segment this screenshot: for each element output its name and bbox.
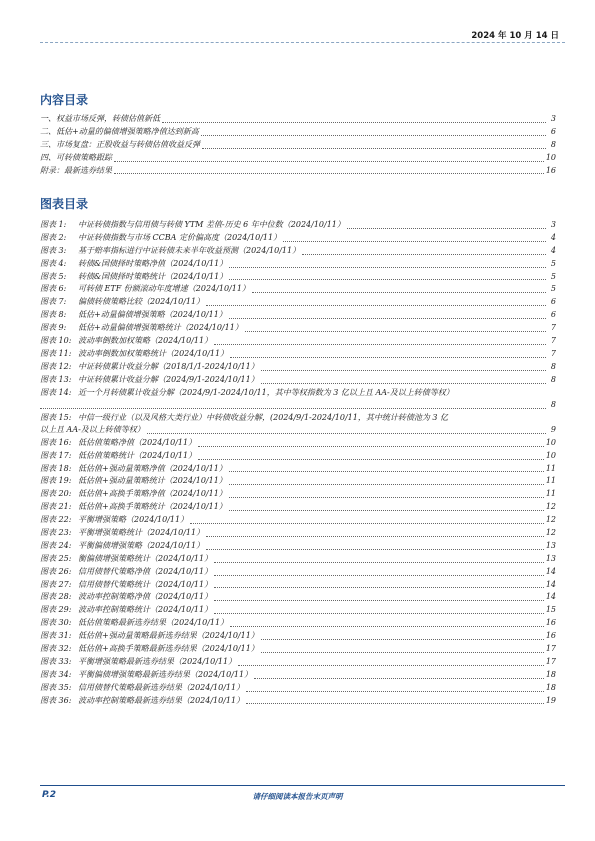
figure-item[interactable]: 图表 35: 信用债替代策略最新选券结果（2024/10/11） 18 [40,682,556,692]
figure-item[interactable]: 图表 18: 低估值+强动量策略净值（2024/10/11） 11 [40,463,556,473]
figure-item[interactable]: 图表 32: 低估值+高换手策略最新选券结果（2024/10/11） 17 [40,644,556,653]
contents-item[interactable]: 附录：最新选券结果 16 [40,165,556,175]
figure-item[interactable]: 图表 13: 中证转债累计收益分解（2024/9/1-2024/10/11） 8 [40,374,556,384]
figure-item[interactable]: 图表 31: 低估值+强动量策略最新选券结果（2024/10/11） 16 [40,631,556,641]
figure-item[interactable]: 图表 6: 可转债 ETF 份额滚动年度增速（2024/10/11） 5 [40,284,556,294]
figure-item[interactable]: 图表 17: 低估值策略统计（2024/10/11） 10 [40,450,556,460]
contents-item[interactable]: 三、市场复盘：正股收益与转债估值收益反弹 8 [40,139,556,149]
figure-item[interactable]: 图表 22: 平衡增强策略（2024/10/11） 12 [40,515,556,525]
figure-item[interactable]: 图表 25: 衡偏债增强策略统计（2024/10/11） 13 [40,553,556,563]
figure-item[interactable]: 图表 33: 平衡增强策略最新选券结果（2024/10/11） 17 [40,656,556,666]
contents-list [40,113,556,177]
figure-item[interactable]: 图表 36: 波动率控制策略最新选券结果（2024/10/11） 19 [40,695,556,705]
figure-item[interactable]: 图表 2: 中证转债指数与市场 CCBA 定价偏高度（2024/10/11） 4 [40,232,556,242]
report-date: 2024 年 10 月 14 日 [471,31,559,41]
figure-item[interactable]: 图表 4: 转债&国债择时策略净值（2024/10/11） 5 [40,258,556,268]
figure-item-15[interactable]: 图表 15: 中信一级行业（以及风格大类行业）中转债收益分解，(2024/9/1-2024/10/11，其中统计转债池为 3 亿 以上且 AA-及以上转债等权） 9 [40,412,556,434]
figure-item[interactable]: 图表 34: 平衡偏债增强策略最新选券结果（2024/10/11） 18 [40,669,556,679]
figure-item[interactable]: 图表 9: 低估+动量偏债增强策略统计（2024/10/11） 7 [40,323,556,333]
figure-item[interactable]: 图表 5: 转债&国债择时策略统计（2024/10/11） 5 [40,271,556,281]
header-divider [40,42,565,43]
contents-item[interactable]: 二、低估+动量的偏债增强策略净值达到新高 6 [40,126,556,136]
contents-title: 内容目录 [40,93,89,107]
footer-divider [40,785,565,786]
figure-item[interactable]: 图表 1: 中证转债指数与信用债与转债 YTM 差值-历史 6 年中位数（2024/10/11） 3 [40,219,556,229]
figure-item[interactable]: 图表 21: 低估值+高换手策略统计（2024/10/11） 12 [40,502,556,512]
figure-item[interactable]: 图表 28: 波动率控制策略净值（2024/10/11） 14 [40,592,556,602]
figure-item[interactable]: 图表 26: 信用债替代策略净值（2024/10/11） 14 [40,566,556,576]
figure-item[interactable]: 图表 8: 低估+动量偏债增强策略（2024/10/11） 6 [40,310,556,320]
figure-item[interactable]: 图表 27: 信用债替代策略统计（2024/10/11） 14 [40,579,556,589]
disclaimer-note: 请仔细阅读本报告末页声明 [252,792,343,801]
figures-list [40,219,556,707]
figure-item[interactable]: 图表 20: 低估值+高换手策略净值（2024/10/11） 11 [40,489,556,499]
contents-item[interactable]: 四、可转债策略跟踪 10 [40,152,556,162]
figure-item[interactable]: 图表 3: 基于赔率指标进行中证转债未来半年收益预测（2024/10/11） 4 [40,245,556,255]
contents-item[interactable]: 一、权益市场反弹，转债估值新低 3 [40,113,556,123]
figure-item[interactable]: 图表 7: 偏债转债策略比较（2024/10/11） 6 [40,297,556,307]
figure-item[interactable]: 图表 16: 低估值策略净值（2024/10/11） 10 [40,437,556,447]
figure-item[interactable]: 图表 23: 平衡增强策略统计（2024/10/11） 12 [40,527,556,537]
figure-item[interactable]: 图表 29: 波动率控制策略统计（2024/10/11） 15 [40,605,556,615]
figure-item[interactable]: 图表 11: 波动率倒数加权策略统计（2024/10/11） 7 [40,348,556,358]
figure-item[interactable]: 图表 19: 低估值+强动量策略统计（2024/10/11） 11 [40,476,556,486]
page-number: P.2 [42,790,56,800]
figure-item[interactable]: 图表 10: 波动率倒数加权策略（2024/10/11） 7 [40,336,556,345]
figure-item-14[interactable]: 图表 14: 近一个月转债累计收益分解（2024/9/1-2024/10/11，其中等权指数为 3 亿以上且 AA-及以上转债等权） 8 [40,387,556,409]
figure-item[interactable]: 图表 12: 中证转债累计收益分解（2018/1/1-2024/10/11） 8 [40,361,556,371]
figure-item[interactable]: 图表 30: 低估值策略最新选券结果（2024/10/11） 16 [40,618,556,628]
figures-title: 图表目录 [40,197,89,211]
figure-item[interactable]: 图表 24: 平衡偏债增强策略（2024/10/11） 13 [40,540,556,550]
